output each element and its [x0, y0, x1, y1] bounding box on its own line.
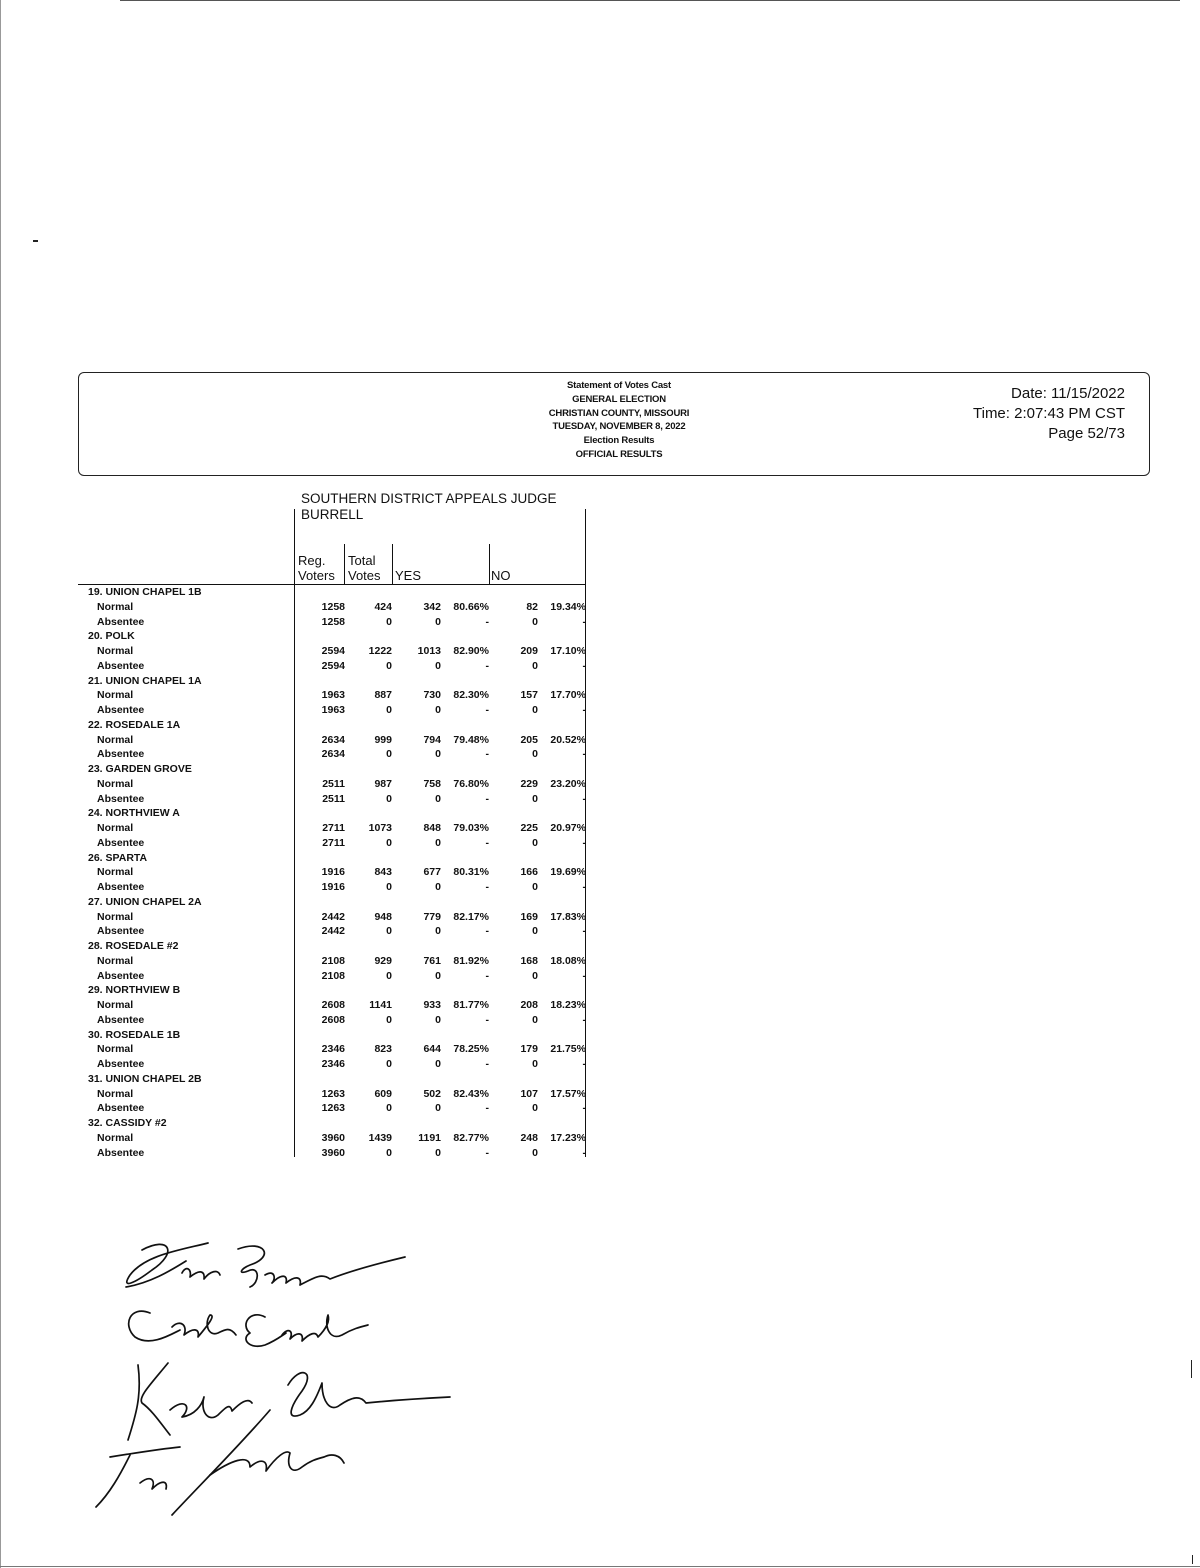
no-votes-cell: 0 [532, 1058, 538, 1070]
yes-percent-cell: 79.03% [453, 822, 489, 834]
total-votes-cell: 1073 [368, 822, 392, 834]
contest-heading [301, 491, 557, 523]
vote-type-label: Normal [97, 1043, 134, 1056]
reg-voters-cell: 2711 [322, 836, 345, 849]
reg-voters-cell: 1263 [321, 1087, 345, 1100]
yes-votes-cell: 0 [435, 615, 441, 628]
reg-voters-cell: 1263 [321, 1102, 345, 1115]
yes-percent-cell: - [485, 1102, 489, 1115]
vote-type-label: Normal [97, 733, 134, 746]
vote-type-label: Absentee [97, 615, 145, 628]
vote-type-label: Absentee [97, 881, 145, 893]
no-percent-cell: - [582, 1058, 586, 1070]
total-votes-cell: 0 [386, 748, 392, 761]
precinct-row [0, 1116, 600, 1131]
yes-percent-cell: - [485, 704, 489, 716]
reg-voters-cell: 2634 [321, 733, 345, 746]
report-heading [509, 379, 729, 462]
normal-row [0, 644, 600, 659]
vote-type-label: Absentee [97, 1013, 145, 1026]
report-heading-line: Statement of Votes Cast [567, 380, 671, 391]
no-percent-cell: 19.69% [550, 866, 586, 879]
yes-percent-cell: 82.43% [453, 1087, 489, 1100]
precinct-name: 31. UNION CHAPEL 2B [88, 1072, 202, 1085]
no-percent-cell: - [582, 704, 586, 716]
col-head-yes: YES [395, 568, 422, 583]
yes-percent-cell: 80.31% [453, 866, 489, 879]
yes-votes-cell: 502 [423, 1087, 441, 1100]
no-votes-cell: 0 [532, 659, 538, 672]
total-votes-cell: 0 [386, 1102, 392, 1115]
no-votes-cell: 82 [526, 600, 538, 613]
yes-percent-cell: - [485, 1013, 489, 1026]
precinct-name: 19. UNION CHAPEL 1B [88, 586, 202, 598]
absentee-row [0, 969, 600, 984]
no-percent-cell: - [582, 748, 586, 761]
report-heading-line: OFFICIAL RESULTS [575, 448, 663, 460]
no-votes-cell: 0 [532, 792, 538, 805]
vote-type-label: Normal [97, 1131, 134, 1144]
no-percent-cell: - [582, 659, 586, 672]
yes-percent-cell: 82.77% [453, 1131, 489, 1144]
normal-row [0, 733, 600, 748]
normal-row [0, 688, 600, 703]
reg-voters-cell: 1963 [321, 689, 345, 702]
no-percent-cell: 23.20% [550, 777, 586, 790]
column-rule [344, 544, 345, 584]
total-votes-cell: 999 [374, 733, 392, 746]
total-votes-cell: 424 [374, 600, 392, 613]
total-votes-cell: 1141 [369, 999, 392, 1011]
col-head-text: Votes [348, 568, 381, 583]
yes-votes-cell: 0 [435, 659, 441, 672]
col-head-total-votes [348, 553, 381, 583]
normal-row [0, 1131, 600, 1146]
vote-type-label: Absentee [97, 1102, 145, 1115]
no-votes-cell: 0 [532, 704, 538, 716]
precinct-row [0, 983, 600, 998]
normal-row [0, 865, 600, 880]
yes-percent-cell: - [485, 969, 489, 982]
total-votes-cell: 0 [386, 881, 392, 893]
no-percent-cell: - [582, 1013, 586, 1026]
report-heading-line: Election Results [583, 435, 655, 447]
yes-percent-cell: - [485, 748, 489, 761]
reg-voters-cell: 3960 [321, 1131, 345, 1144]
yes-votes-cell: 0 [435, 925, 441, 938]
absentee-row [0, 792, 600, 807]
absentee-row [0, 1101, 600, 1116]
yes-percent-cell: - [485, 925, 489, 938]
total-votes-cell: 887 [374, 689, 392, 702]
vote-type-label: Normal [97, 689, 134, 702]
normal-row [0, 777, 600, 792]
precinct-name: 26. SPARTA [88, 851, 148, 864]
vote-type-label: Normal [97, 999, 134, 1011]
precinct-row [0, 851, 600, 866]
yes-percent-cell: 81.92% [453, 954, 489, 967]
no-percent-cell: - [582, 615, 586, 628]
signature-3 [128, 1363, 450, 1440]
yes-percent-cell: 82.17% [453, 910, 489, 923]
total-votes-cell: 843 [374, 866, 392, 879]
reg-voters-cell: 2511 [322, 792, 345, 805]
yes-percent-cell: - [485, 1146, 489, 1159]
total-votes-cell: 0 [386, 659, 392, 672]
no-percent-cell: 17.83% [550, 910, 586, 923]
scan-top-edge [120, 0, 1180, 4]
precinct-name: 27. UNION CHAPEL 2A [88, 895, 202, 908]
precinct-name: 28. ROSEDALE #2 [88, 940, 179, 952]
col-head-no: NO [491, 568, 511, 583]
report-heading-line: CHRISTIAN COUNTY, MISSOURI [548, 407, 690, 419]
precinct-name: 32. CASSIDY #2 [88, 1117, 167, 1129]
no-votes-cell: 208 [520, 999, 538, 1011]
precinct-row [0, 762, 600, 777]
no-votes-cell: 168 [520, 954, 538, 967]
reg-voters-cell: 2594 [321, 645, 345, 657]
no-percent-cell: - [582, 836, 586, 849]
total-votes-cell: 0 [386, 704, 392, 716]
report-heading-line: GENERAL ELECTION [572, 393, 666, 405]
column-rule [489, 544, 490, 584]
absentee-row [0, 1013, 600, 1028]
total-votes-cell: 609 [374, 1087, 392, 1100]
total-votes-cell: 1222 [368, 645, 392, 657]
vote-type-label: Normal [97, 645, 134, 657]
no-votes-cell: 0 [532, 881, 538, 893]
no-votes-cell: 248 [520, 1131, 538, 1144]
vote-type-label: Absentee [97, 1146, 145, 1159]
no-percent-cell: 20.97% [550, 822, 586, 834]
no-votes-cell: 225 [520, 822, 538, 834]
scan-bottom-edge [0, 1566, 1200, 1567]
yes-votes-cell: 0 [435, 881, 441, 893]
precinct-row [0, 674, 600, 689]
yes-percent-cell: - [485, 792, 489, 805]
no-percent-cell: - [582, 969, 586, 982]
precinct-row [0, 1028, 600, 1043]
no-percent-cell: 17.23% [550, 1131, 586, 1144]
no-votes-cell: 0 [532, 1146, 538, 1159]
precinct-name: 23. GARDEN GROVE [88, 763, 192, 775]
yes-percent-cell: - [485, 615, 489, 628]
no-votes-cell: 0 [532, 836, 538, 849]
yes-votes-cell: 1191 [418, 1131, 441, 1144]
precinct-name: 24. NORTHVIEW A [88, 807, 180, 820]
precinct-row [0, 939, 600, 954]
absentee-row [0, 703, 600, 718]
signatures [90, 1235, 470, 1525]
precinct-row [0, 718, 600, 733]
absentee-row [0, 880, 600, 895]
report-meta [973, 384, 1125, 444]
total-votes-cell: 0 [386, 615, 392, 628]
no-percent-cell: 18.08% [550, 954, 586, 967]
reg-voters-cell: 2608 [321, 999, 345, 1011]
yes-votes-cell: 0 [435, 748, 441, 761]
report-date: Date: 11/15/2022 [1011, 385, 1125, 402]
no-percent-cell: 17.70% [550, 689, 586, 702]
no-percent-cell: 21.75% [550, 1043, 586, 1056]
precinct-row [0, 806, 600, 821]
no-votes-cell: 0 [532, 748, 538, 761]
vote-type-label: Normal [97, 954, 134, 967]
vote-type-label: Absentee [97, 748, 145, 761]
scan-speck [33, 240, 38, 242]
reg-voters-cell: 3960 [321, 1146, 345, 1159]
absentee-row [0, 1057, 600, 1072]
precinct-name: 20. POLK [88, 630, 135, 643]
yes-percent-cell: 78.25% [453, 1043, 489, 1056]
candidate-name: BURRELL [301, 507, 364, 522]
reg-voters-cell: 2634 [321, 748, 345, 761]
vote-type-label: Absentee [97, 659, 145, 672]
total-votes-cell: 1439 [368, 1131, 392, 1144]
col-head-text: Total [348, 553, 376, 568]
vote-type-label: Absentee [97, 1058, 145, 1070]
no-votes-cell: 169 [520, 910, 538, 923]
yes-votes-cell: 1013 [417, 645, 441, 657]
vote-type-label: Normal [97, 1087, 134, 1100]
contest-title: SOUTHERN DISTRICT APPEALS JUDGE [301, 491, 557, 506]
absentee-row [0, 747, 600, 762]
total-votes-cell: 948 [374, 910, 392, 923]
report-header [78, 372, 1150, 476]
normal-row [0, 600, 600, 615]
yes-votes-cell: 779 [423, 910, 441, 923]
no-percent-cell: 20.52% [550, 733, 586, 746]
yes-votes-cell: 0 [435, 1058, 441, 1070]
report-time: Time: 2:07:43 PM CST [973, 405, 1125, 422]
yes-votes-cell: 848 [423, 822, 441, 834]
yes-percent-cell: 76.80% [453, 777, 489, 790]
vote-type-label: Absentee [97, 792, 145, 805]
no-votes-cell: 0 [532, 1102, 538, 1115]
normal-row [0, 998, 600, 1013]
total-votes-cell: 0 [386, 792, 392, 805]
no-percent-cell: - [582, 792, 586, 805]
yes-percent-cell: 81.77% [453, 999, 489, 1011]
no-votes-cell: 166 [520, 866, 538, 879]
total-votes-cell: 0 [386, 836, 392, 849]
absentee-row [0, 659, 600, 674]
normal-row [0, 1087, 600, 1102]
no-percent-cell: - [582, 1102, 586, 1115]
yes-votes-cell: 794 [423, 733, 441, 746]
precinct-row [0, 895, 600, 910]
signature-1 [126, 1243, 405, 1287]
reg-voters-cell: 2511 [322, 777, 345, 790]
yes-votes-cell: 677 [423, 866, 441, 879]
reg-voters-cell: 1916 [321, 866, 345, 879]
yes-percent-cell: - [485, 881, 489, 893]
total-votes-cell: 0 [386, 969, 392, 982]
vote-type-label: Absentee [97, 969, 145, 982]
reg-voters-cell: 2346 [321, 1058, 345, 1070]
no-votes-cell: 107 [520, 1087, 538, 1100]
yes-percent-cell: 80.66% [453, 600, 489, 613]
reg-voters-cell: 2108 [321, 969, 345, 982]
yes-votes-cell: 0 [435, 1102, 441, 1115]
yes-percent-cell: 79.48% [453, 733, 489, 746]
precinct-name: 21. UNION CHAPEL 1A [88, 674, 202, 687]
reg-voters-cell: 2442 [321, 925, 345, 938]
vote-type-label: Normal [97, 866, 134, 879]
report-page: Page 52/73 [1048, 425, 1125, 442]
total-votes-cell: 0 [386, 1146, 392, 1159]
yes-percent-cell: - [485, 836, 489, 849]
yes-votes-cell: 0 [435, 704, 441, 716]
yes-percent-cell: - [485, 1058, 489, 1070]
precinct-row [0, 629, 600, 644]
absentee-row [0, 1146, 600, 1161]
normal-row [0, 910, 600, 925]
no-votes-cell: 157 [520, 689, 538, 702]
reg-voters-cell: 2108 [321, 954, 345, 967]
no-percent-cell: 17.10% [550, 645, 586, 657]
yes-votes-cell: 0 [435, 1013, 441, 1026]
reg-voters-cell: 2346 [321, 1043, 345, 1056]
no-percent-cell: - [582, 881, 586, 893]
no-votes-cell: 0 [532, 615, 538, 628]
no-votes-cell: 209 [520, 645, 538, 657]
total-votes-cell: 823 [374, 1043, 392, 1056]
vote-type-label: Normal [97, 777, 134, 790]
normal-row [0, 954, 600, 969]
yes-votes-cell: 0 [435, 1146, 441, 1159]
yes-votes-cell: 758 [423, 777, 441, 790]
total-votes-cell: 0 [386, 1058, 392, 1070]
reg-voters-cell: 2442 [321, 910, 345, 923]
reg-voters-cell: 1258 [321, 615, 345, 628]
no-votes-cell: 0 [532, 925, 538, 938]
reg-voters-cell: 1258 [321, 600, 345, 613]
precinct-row [0, 585, 600, 600]
no-votes-cell: 229 [520, 777, 538, 790]
total-votes-cell: 929 [374, 954, 392, 967]
total-votes-cell: 0 [386, 1013, 392, 1026]
yes-votes-cell: 342 [423, 600, 441, 613]
vote-type-label: Normal [97, 600, 134, 613]
vote-type-label: Absentee [97, 704, 145, 716]
col-head-text: Reg. [298, 553, 326, 568]
report-heading-line: TUESDAY, NOVEMBER 8, 2022 [552, 421, 686, 433]
no-percent-cell: - [582, 1146, 586, 1159]
vote-type-label: Normal [97, 910, 134, 923]
precinct-row [0, 1072, 600, 1087]
total-votes-cell: 0 [386, 925, 392, 938]
no-percent-cell: - [582, 925, 586, 938]
vote-type-label: Absentee [97, 836, 145, 849]
precinct-name: 30. ROSEDALE 1B [88, 1028, 181, 1041]
reg-voters-cell: 2608 [321, 1013, 345, 1026]
yes-votes-cell: 730 [423, 689, 441, 702]
no-percent-cell: 17.57% [550, 1087, 586, 1100]
reg-voters-cell: 2711 [322, 822, 345, 834]
precinct-name: 22. ROSEDALE 1A [88, 718, 181, 731]
normal-row [0, 821, 600, 836]
absentee-row [0, 615, 600, 630]
yes-votes-cell: 933 [423, 999, 441, 1011]
no-votes-cell: 0 [532, 969, 538, 982]
no-votes-cell: 179 [520, 1043, 538, 1056]
yes-percent-cell: 82.30% [453, 689, 489, 702]
no-percent-cell: 19.34% [550, 600, 586, 613]
precinct-name: 29. NORTHVIEW B [88, 984, 181, 997]
vote-type-label: Absentee [97, 925, 145, 938]
normal-row [0, 1042, 600, 1057]
no-votes-cell: 0 [532, 1013, 538, 1026]
yes-votes-cell: 0 [435, 836, 441, 849]
scan-speck [1192, 1555, 1193, 1564]
reg-voters-cell: 2594 [321, 659, 345, 672]
absentee-row [0, 836, 600, 851]
total-votes-cell: 987 [374, 777, 392, 790]
col-head-reg-voters [298, 553, 335, 583]
column-rule [392, 544, 393, 584]
yes-votes-cell: 0 [435, 969, 441, 982]
col-head-text: Voters [298, 568, 335, 583]
signature-2 [129, 1311, 368, 1346]
no-percent-cell: 18.23% [550, 999, 586, 1011]
reg-voters-cell: 1916 [321, 881, 345, 893]
absentee-row [0, 924, 600, 939]
yes-percent-cell: - [485, 659, 489, 672]
scan-speck [1191, 1360, 1192, 1378]
yes-votes-cell: 0 [435, 792, 441, 805]
yes-votes-cell: 761 [423, 954, 441, 967]
vote-type-label: Normal [97, 822, 134, 834]
yes-percent-cell: 82.90% [453, 645, 489, 657]
no-votes-cell: 205 [520, 733, 538, 746]
yes-votes-cell: 644 [423, 1043, 441, 1056]
reg-voters-cell: 1963 [321, 704, 345, 716]
